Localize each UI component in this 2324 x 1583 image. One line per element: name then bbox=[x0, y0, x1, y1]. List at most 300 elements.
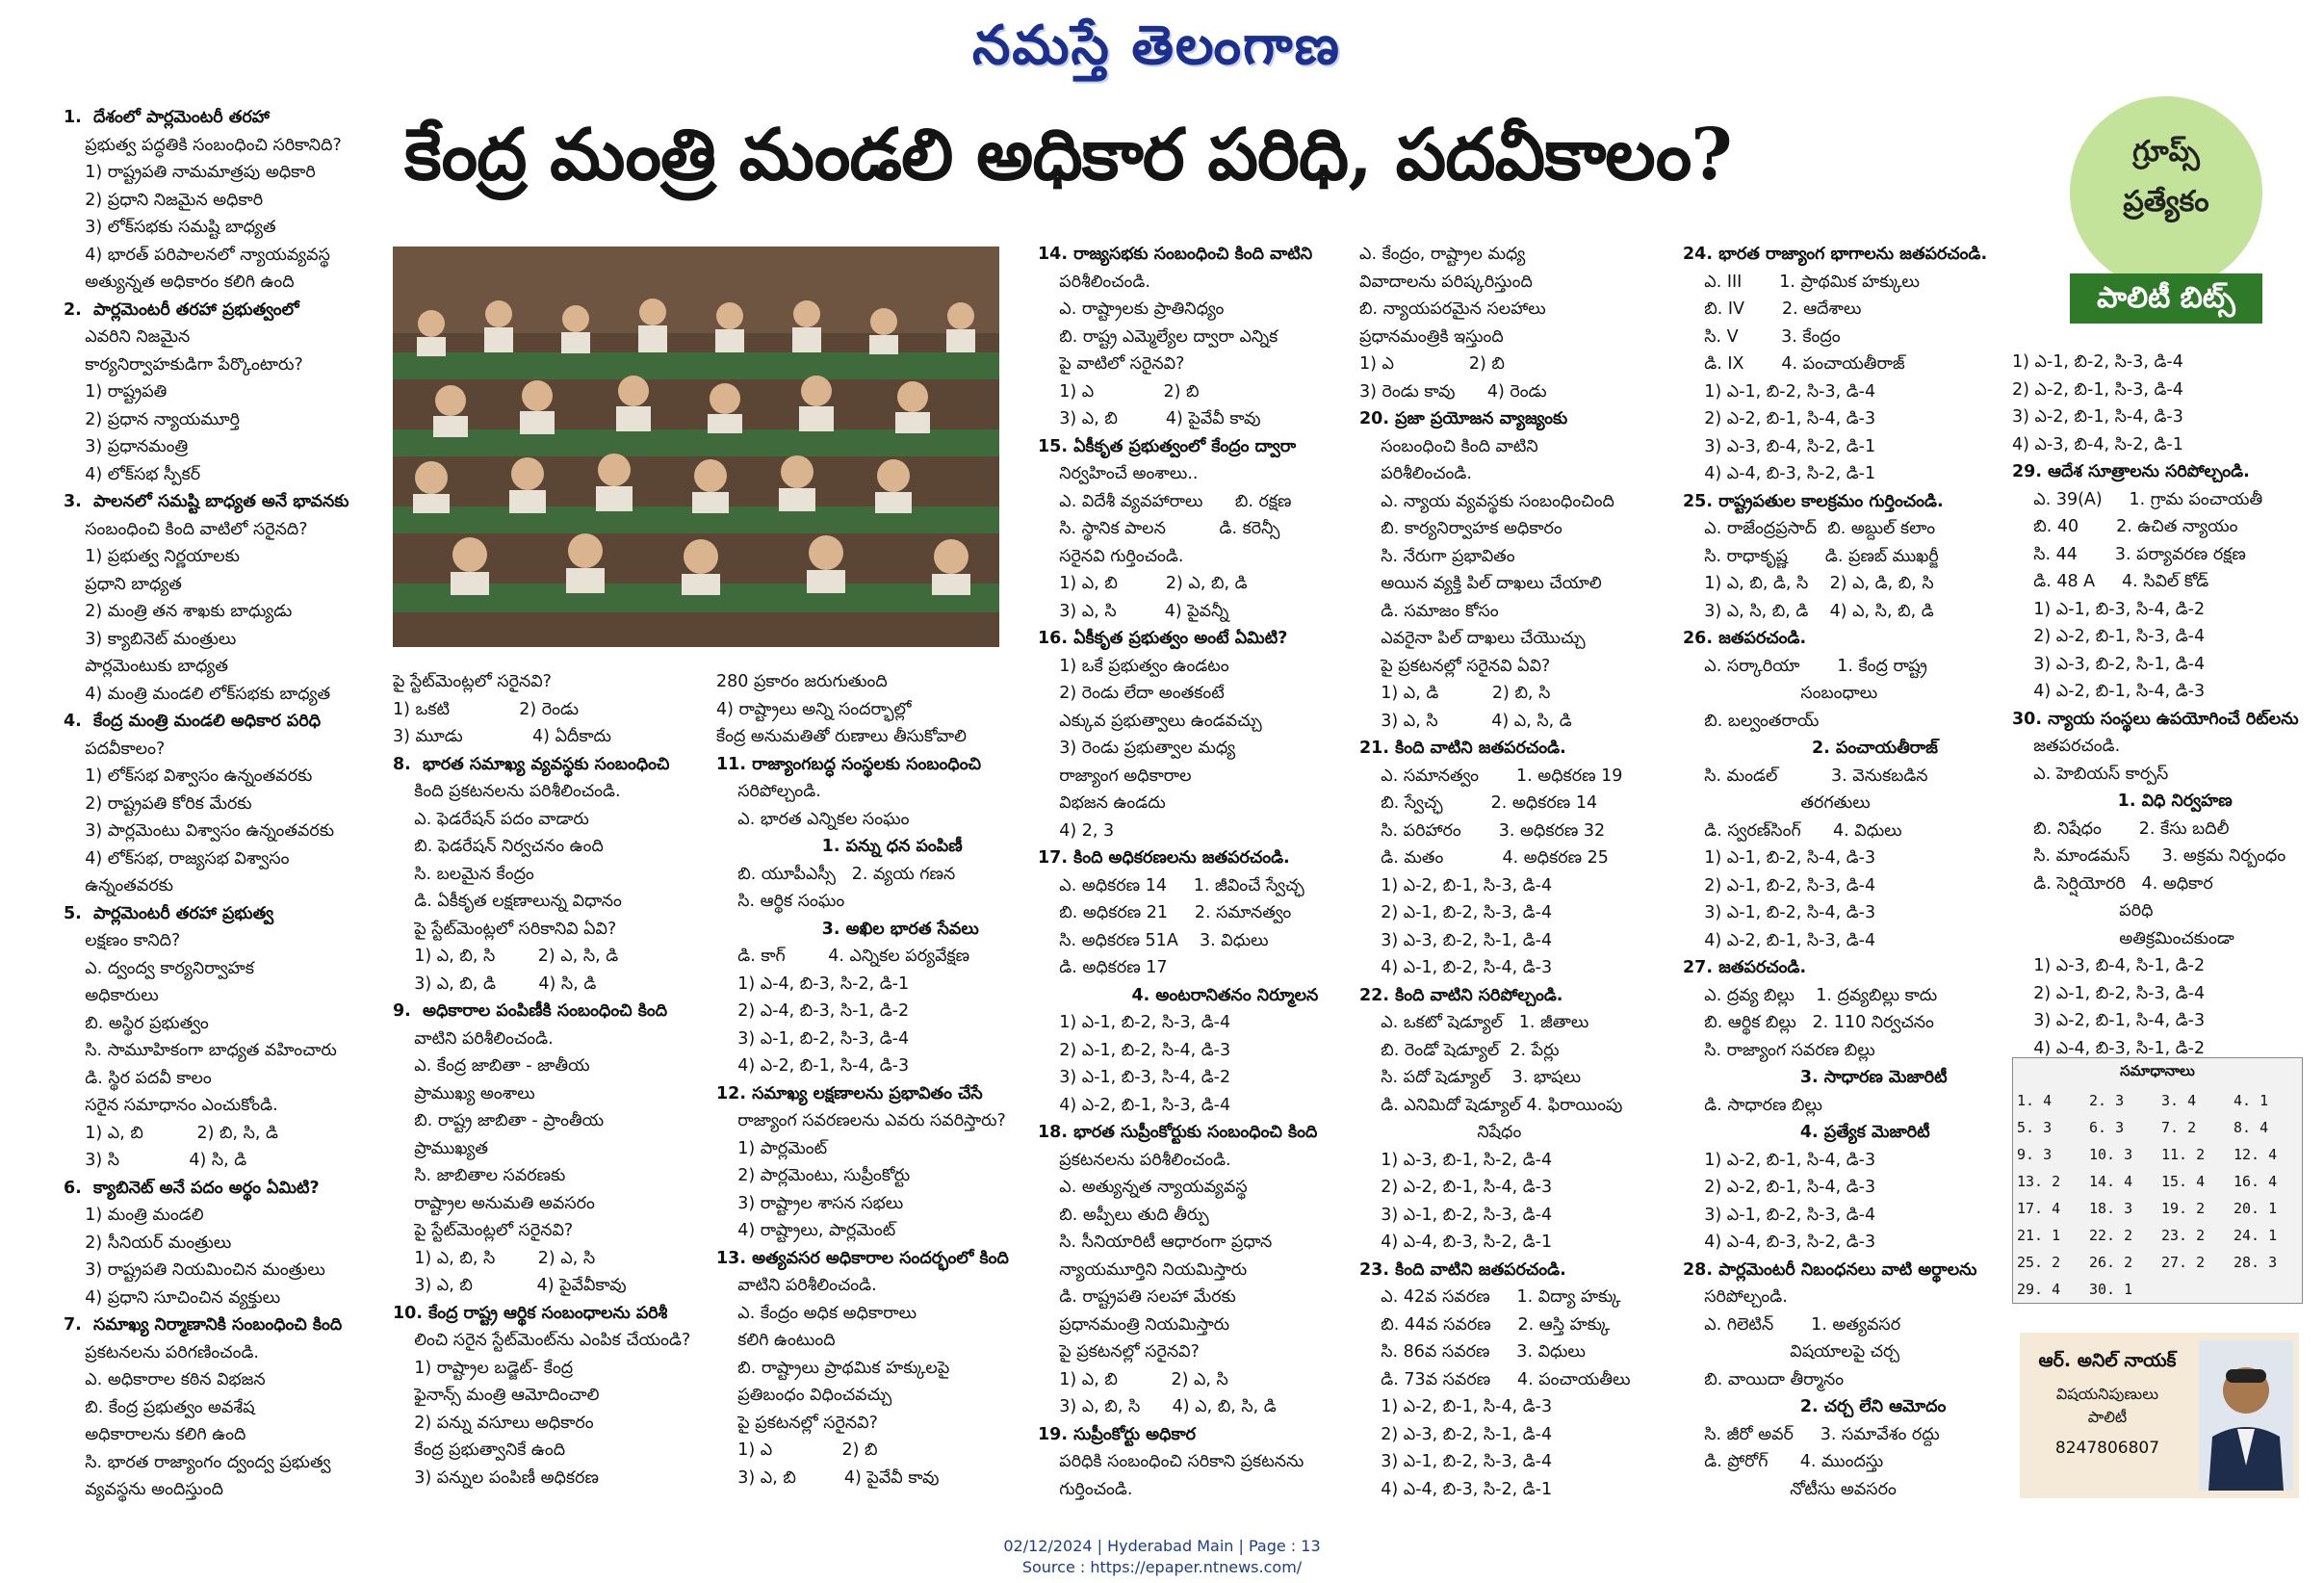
col3-line: 3) ఎ, బి 4) పైవేవీ కావు bbox=[716, 1467, 940, 1488]
col7-line: 2) ఎ-2, బి-1, సి-3, డి-4 bbox=[2012, 379, 2183, 400]
col1-line: లక్షణం కానిది? bbox=[64, 931, 181, 950]
answer-cell: 8. 4 bbox=[2234, 1119, 2269, 1136]
col4-line: డి. అధికరణ 17 bbox=[1038, 958, 1168, 977]
col7-line: డి. సెర్షియోరరి 4. అధికార bbox=[2012, 873, 2213, 894]
col4-line: 4. అంటరానితనం నిర్మూలన bbox=[1038, 985, 1319, 1005]
col6-line: ఎ. సర్కారియా 1. కేంద్ర రాష్ట్ర bbox=[1683, 656, 1927, 676]
col5-line: బి. న్యాయపరమైన సలహాలు bbox=[1359, 299, 1546, 319]
col5-line: సి. నేరుగా ప్రభావితం bbox=[1359, 546, 1515, 566]
badge-strip: పాలిటీ బిట్స్ bbox=[2070, 273, 2262, 324]
col3-line: బి. రాష్ట్రాలు ప్రాథమిక హక్కులపై bbox=[716, 1358, 950, 1378]
col7-line: 30. న్యాయ సంస్థలు ఉపయోగించే రిట్‌లను bbox=[2012, 709, 2299, 729]
col4-line: బి. అధికరణ 21 2. సమానత్వం bbox=[1038, 903, 1292, 922]
col5-line: సి. 86వ సవరణ 3. విధులు bbox=[1359, 1342, 1586, 1362]
col3-line: 1. పన్ను ధన పంపిణీ bbox=[716, 837, 963, 856]
col6-line: 26. జతపరచండి. bbox=[1683, 629, 1807, 648]
col5-line: 4) ఎ-1, బి-2, సి-4, డి-3 bbox=[1359, 958, 1553, 977]
col5-line: నిషేధం bbox=[1359, 1123, 1522, 1142]
col2-line: 3) పన్నుల పంపిణీ అధికరణ bbox=[393, 1467, 599, 1488]
col1-line: 3) పార్లమెంటు విశ్వాసం ఉన్నంతవరకు bbox=[64, 821, 335, 841]
col3-line: ప్రతిబంధం విధించవచ్చు bbox=[716, 1386, 892, 1405]
footer-date-edition: 02/12/2024 | Hyderabad Main | Page : 13 bbox=[1003, 1537, 1321, 1555]
col6-line: 4) ఎ-4, బి-3, సి-2, డి-1 bbox=[1683, 464, 1876, 483]
col2-line: 1) రాష్ట్రాల బడ్జెట్- కేంద్ర bbox=[393, 1358, 574, 1378]
col2-line: సి. జాబితాల సవరణకు bbox=[393, 1166, 566, 1185]
col4-line: ప్రధానమంత్రి నియమిస్తారు bbox=[1038, 1314, 1230, 1335]
col1-line: 6. క్యాబినెట్ అనే పదం అర్థం ఏమిటి? bbox=[64, 1178, 320, 1198]
col7-line: 29. ఆదేశ సూత్రాలను సరిపోల్చండి. bbox=[2012, 462, 2250, 481]
col6-line: బి. వాయిదా తీర్మానం bbox=[1683, 1369, 1845, 1389]
col6-line: 4) ఎ-2, బి-1, సి-3, డి-4 bbox=[1683, 930, 1876, 950]
col1-line: 3) ప్రధానమంత్రి bbox=[64, 437, 189, 456]
col7-line: 3) ఎ-3, బి-2, సి-1, డి-4 bbox=[2012, 654, 2206, 674]
col4-line: 3) ఎ, బి, సి 4) ఎ, బి, సి, డి bbox=[1038, 1397, 1277, 1416]
col1-line: ఉన్నంతవరకు bbox=[64, 876, 173, 895]
author-role bbox=[2026, 1383, 2189, 1429]
parliament-photo bbox=[393, 247, 999, 647]
col5-line: సి. పదో షెడ్యూల్ 3. భాషలు bbox=[1359, 1068, 1582, 1087]
col6-line: 2) ఎ-2, బి-1, సి-4, డి-3 bbox=[1683, 1178, 1876, 1197]
answer-cell: 28. 3 bbox=[2234, 1254, 2278, 1271]
questions-column-4 bbox=[1038, 241, 1344, 1503]
answer-row bbox=[2013, 1168, 2302, 1195]
col6-line: బి. IV 2. ఆదేశాలు bbox=[1683, 299, 1862, 319]
col5-line: 3) ఎ-1, బి-2, సి-3, డి-4 bbox=[1359, 1452, 1553, 1471]
col1-line: 1) రాష్ట్రపతి నామమాత్రపు అధికారి bbox=[64, 163, 316, 182]
column-1-lines bbox=[64, 104, 370, 1504]
col3-line: కేంద్ర అనుమతితో రుణాలు తీసుకోవాలి bbox=[716, 727, 967, 746]
col5-line: ఎ. ఒకటో షెడ్యూల్ 1. జీతాలు bbox=[1359, 1013, 1589, 1032]
answer-key-box bbox=[2012, 1057, 2303, 1304]
col4-line: ఎ. రాష్ట్రాలకు ప్రాతినిధ్యం bbox=[1038, 299, 1225, 319]
col5-line: ఎ. కేంద్రం, రాష్ట్రాల మధ్య bbox=[1359, 245, 1526, 264]
col4-line: పై ప్రకటనల్లో సరైనవి? bbox=[1038, 1342, 1200, 1362]
col5-line: బి. స్వేచ్ఛ 2. అధికరణ 14 bbox=[1359, 793, 1598, 813]
col5-line: 3) ఎ, సి 4) ఎ, సి, డి bbox=[1359, 711, 1572, 731]
col3-line: ఎ. భారత ఎన్నికల సంఘం bbox=[716, 809, 910, 829]
answer-cell: 24. 1 bbox=[2234, 1227, 2278, 1244]
col6-line: సి. రాజ్యాంగ సవరణ బిల్లు bbox=[1683, 1040, 1875, 1060]
col2-line: ప్రాముఖ్య అంశాలు bbox=[393, 1083, 535, 1103]
col3-line: 1) ఎ 2) బి bbox=[716, 1440, 878, 1460]
answer-row bbox=[2013, 1141, 2302, 1168]
col5-line: 3) ఎ-1, బి-2, సి-3, డి-4 bbox=[1359, 1205, 1553, 1225]
answer-row bbox=[2013, 1276, 2302, 1303]
column-2-lines bbox=[393, 668, 699, 1492]
col5-line: 22. కింది వాటిని సరిపోల్చండి. bbox=[1359, 985, 1563, 1005]
col5-line: 1) ఎ 2) బి bbox=[1359, 354, 1505, 374]
col3-line: 11. రాజ్యాంగబద్ధ సంస్థలకు సంబంధించి bbox=[716, 754, 981, 774]
col2-line: బి. ఫెడరేషన్ నిర్వచనం ఉంది bbox=[393, 837, 604, 856]
col1-line: 2) రాష్ట్రపతి కోరిక మేరకు bbox=[64, 793, 252, 814]
answer-row bbox=[2013, 1249, 2302, 1276]
answer-cell: 18. 3 bbox=[2089, 1200, 2133, 1217]
col1-line: 3) సి 4) సి, డి bbox=[64, 1151, 247, 1170]
col5-line: ప్రధానమంత్రికి ఇస్తుంది bbox=[1359, 326, 1504, 347]
col5-line: ఎ. సమానత్వం 1. అధికరణ 19 bbox=[1359, 766, 1623, 786]
col5-line: అయిన వ్యక్తి పిల్ దాఖలు చేయాలి bbox=[1359, 574, 1602, 593]
col2-line: కింది ప్రకటనలను పరిశీలించండి. bbox=[393, 782, 621, 801]
col1-line: ఎ. ద్వంద్వ కార్యనిర్వాహక bbox=[64, 958, 254, 978]
col2-line: 9. అధికారాల పంపిణీకి సంబంధించి కింది bbox=[393, 1001, 668, 1021]
column-4-lines bbox=[1038, 241, 1344, 1503]
answer-cell: 26. 2 bbox=[2089, 1254, 2133, 1271]
col6-line: సంబంధాలు bbox=[1683, 684, 1878, 703]
col4-line: బి. రాష్ట్ర ఎమ్మెల్యేల ద్వారా ఎన్నిక bbox=[1038, 326, 1278, 347]
col4-line: 19. సుప్రీంకోర్టు అధికార bbox=[1038, 1424, 1197, 1444]
answer-cell: 29. 4 bbox=[2017, 1281, 2061, 1298]
col6-line: 25. రాష్ట్రపతుల కాలక్రమం గుర్తించండి. bbox=[1683, 491, 1944, 511]
answer-cell: 14. 4 bbox=[2089, 1173, 2133, 1190]
answer-cell: 23. 2 bbox=[2161, 1227, 2206, 1244]
col1-line: 3) క్యాబినెట్ మంత్రులు bbox=[64, 629, 237, 649]
answer-cell bbox=[2230, 1276, 2302, 1303]
col4-line: నిర్వహించే అంశాలు.. bbox=[1038, 464, 1199, 483]
col1-line: డి. స్థిర పదవీ కాలం bbox=[64, 1068, 212, 1088]
col3-line: 3) ఎ-1, బి-2, సి-3, డి-4 bbox=[716, 1028, 910, 1049]
col6-line: ఎ. రాజేంద్రప్రసాద్ బి. అబ్దుల్ కలాం bbox=[1683, 519, 1936, 538]
col7-line: 3) ఎ-2, బి-1, సి-4, డి-3 bbox=[2012, 1011, 2206, 1030]
col2-line: బి. రాష్ట్ర జాబితా - ప్రాంతీయ bbox=[393, 1111, 605, 1130]
article-headline: కేంద్ర మంత్రి మండలి అధికార పరిధి, పదవీకాలం? bbox=[404, 114, 1732, 196]
col6-line: 2. చర్చ లేని ఆమోదం bbox=[1683, 1397, 1947, 1416]
col7-line: బి. 40 2. ఉచిత న్యాయం bbox=[2012, 517, 2238, 536]
col4-line: 14. రాజ్యసభకు సంబంధించి కింది వాటిని bbox=[1038, 245, 1313, 264]
col7-line: 4) ఎ-4, బి-3, సి-1, డి-2 bbox=[2012, 1038, 2206, 1058]
col2-line: ఎ. కేంద్ర జాబితా - జాతీయ bbox=[393, 1056, 590, 1076]
col7-line: ఎ. 39(A) 1. గ్రామ పంచాయతీ bbox=[2012, 489, 2263, 509]
col3-line: పై ప్రకటనల్లో సరైనవి? bbox=[716, 1413, 878, 1433]
col6-line: తరగతులు bbox=[1683, 793, 1871, 813]
col1-line: పార్లమెంటుకు బాధ్యత bbox=[64, 657, 228, 676]
answer-cell: 5. 3 bbox=[2017, 1119, 2053, 1136]
col1-line: 7. సమాఖ్య నిర్మాణానికి సంబంధించి కింది bbox=[64, 1315, 343, 1335]
col4-line: సి. సీనియారిటీ ఆధారంగా ప్రధాన bbox=[1038, 1233, 1273, 1252]
col5-line: 2) ఎ-1, బి-2, సి-3, డి-4 bbox=[1359, 903, 1553, 922]
col7-line: ఎ. హెబియస్ కార్పస్ bbox=[2012, 764, 2169, 784]
col4-line: 2) రెండు లేదా అంతకంటే bbox=[1038, 684, 1225, 703]
col1-line: 3) లోక్‌సభకు సమష్టి బాధ్యత bbox=[64, 218, 276, 237]
col4-line: సి. స్థానిక పాలన డి. కరెన్సీ bbox=[1038, 519, 1280, 538]
col6-line: 2) ఎ-1, బి-2, సి-3, డి-4 bbox=[1683, 875, 1876, 895]
col4-line: రాజ్యాంగ అధికారాల bbox=[1038, 766, 1192, 786]
col6-line: 1) ఎ-1, బి-2, సి-4, డి-3 bbox=[1683, 848, 1876, 868]
col5-line: 1) ఎ-3, బి-1, సి-2, డి-4 bbox=[1359, 1150, 1553, 1170]
col3-line: 4) రాష్ట్రాలు, పార్లమెంట్ bbox=[716, 1221, 896, 1240]
col4-line: 1) ఎ-1, బి-2, సి-3, డి-4 bbox=[1038, 1013, 1231, 1032]
col2-line: 3) మూడు 4) ఏదీకాదు bbox=[393, 727, 611, 746]
col5-line: డి. 73వ సవరణ 4. పంచాయతీలు bbox=[1359, 1369, 1631, 1389]
col1-line: 3) రాష్ట్రపతి నియమించిన మంత్రులు bbox=[64, 1260, 325, 1280]
col6-line: బి. బల్వంతరాయ్ bbox=[1683, 711, 1820, 731]
questions-column-1 bbox=[64, 104, 370, 1504]
col1-line: 1) మంత్రి మండలి bbox=[64, 1206, 204, 1225]
answer-cell: 25. 2 bbox=[2017, 1254, 2061, 1271]
col7-line: అతిక్రమించకుండా bbox=[2012, 928, 2234, 948]
col3-line: 12. సమాఖ్య లక్షణాలను ప్రభావితం చేసే bbox=[716, 1083, 983, 1103]
col7-line: 1) ఎ-1, బి-3, సి-4, డి-2 bbox=[2012, 599, 2206, 619]
col1-line: 5. పార్లమెంటరీ తరహా ప్రభుత్వ bbox=[64, 903, 274, 923]
col2-line: ప్రాముఖ్యత bbox=[393, 1138, 488, 1158]
col4-line: 1) ఎ, బి 2) ఎ, సి bbox=[1038, 1369, 1228, 1389]
col4-line: 17. కింది అధికరణలను జతపరచండి. bbox=[1038, 848, 1290, 868]
col4-line: 3) ఎ, సి 4) పైవన్నీ bbox=[1038, 601, 1229, 621]
col6-line: 28. పార్లమెంటరీ నిబంధనలు వాటి అర్థాలను bbox=[1683, 1259, 1977, 1280]
col4-line: సి. అధికరణ 51A 3. విధులు bbox=[1038, 930, 1269, 950]
col5-line: 1) ఎ-2, బి-1, సి-4, డి-3 bbox=[1359, 1397, 1553, 1416]
col4-line: గుర్తించండి. bbox=[1038, 1479, 1133, 1499]
col5-line: 20. ప్రజా ప్రయోజన వ్యాజ్యంకు bbox=[1359, 409, 1568, 428]
col6-line: ఎ. గిలెటిన్ 1. అత్యవసర bbox=[1683, 1314, 1901, 1335]
questions-column-2 bbox=[393, 668, 699, 1492]
col7-line: 1) ఎ-1, బి-2, సి-3, డి-4 bbox=[2012, 352, 2183, 372]
col6-line: డి. సాధారణ బిల్లు bbox=[1683, 1095, 1822, 1115]
author-role-line-2: పాలిటీ bbox=[2087, 1408, 2128, 1426]
col3-line: బి. యూపీఎస్సీ 2. వ్యయ గణన bbox=[716, 864, 956, 884]
col2-line: డి. ఏకీకృత లక్షణాలున్న విధానం bbox=[393, 892, 622, 911]
col1-line: 2. పార్లమెంటరీ తరహా ప్రభుత్వంలో bbox=[64, 299, 299, 320]
col2-line: పై స్టేట్‌మెంట్లలో సరైనవి? bbox=[393, 672, 552, 691]
col6-line: 2) ఎ-2, బి-1, సి-4, డి-3 bbox=[1683, 409, 1876, 428]
col6-line: 4. ప్రత్యేక మెజారిటీ bbox=[1683, 1123, 1930, 1142]
answer-row bbox=[2013, 1087, 2302, 1114]
col4-line: 18. భారత సుప్రీంకోర్టుకు సంబంధించి కింది bbox=[1038, 1123, 1318, 1142]
col4-line: డి. రాష్ట్రపతి సలహా మేరకు bbox=[1038, 1287, 1236, 1307]
col6-line: 3. సాధారణ మెజారిటీ bbox=[1683, 1068, 1948, 1087]
col5-line: ఎ. 42వ సవరణ 1. విద్యా హక్కు bbox=[1359, 1287, 1621, 1307]
col5-line: 3) రెండు కావు 4) రెండు bbox=[1359, 381, 1547, 402]
col1-line: 1) రాష్ట్రపతి bbox=[64, 382, 168, 402]
col7-line: 1. విధి నిర్వహణ bbox=[2012, 792, 2233, 811]
col7-line: 4) ఎ-3, బి-4, సి-2, డి-1 bbox=[2012, 434, 2183, 454]
col1-line: 1) ప్రభుత్వ నిర్ణయాలకు bbox=[64, 547, 240, 566]
col4-line: పరిశీలించండి. bbox=[1038, 272, 1150, 292]
col5-line: పరిశీలించండి. bbox=[1359, 464, 1472, 483]
col1-line: బి. అస్థిర ప్రభుత్వం bbox=[64, 1013, 209, 1033]
col1-line: 1. దేశంలో పార్లమెంటరీ తరహా bbox=[64, 108, 270, 127]
badge-line-2: ప్రత్యేకం bbox=[2123, 185, 2209, 219]
col6-line: సి. రాధాకృష్ణ డి. ప్రణబ్ ముఖర్జీ bbox=[1683, 546, 1939, 566]
answer-cell: 4. 1 bbox=[2234, 1092, 2269, 1109]
answer-row bbox=[2013, 1222, 2302, 1249]
col4-line: 1) ఎ 2) బి bbox=[1038, 381, 1200, 402]
col1-line: ప్రకటనలను పరిగణించండి. bbox=[64, 1342, 259, 1362]
col1-line: అత్యున్నత అధికారం కలిగి ఉంది bbox=[64, 272, 295, 292]
col1-line: బి. కేంద్ర ప్రభుత్వం అవశేష bbox=[64, 1397, 255, 1417]
col2-line: 1) ఎ, బి, సి 2) ఎ, సి, డి bbox=[393, 947, 619, 966]
answer-cell: 9. 3 bbox=[2017, 1146, 2053, 1163]
col6-line: 3) ఎ, సి, బి, డి 4) ఎ, సి, బి, డి bbox=[1683, 601, 1934, 621]
col6-line: సరిపోల్చండి. bbox=[1683, 1287, 1788, 1307]
col4-line: 3) ఎ, బి 4) పైవేవీ కావు bbox=[1038, 409, 1261, 428]
col2-line: కేంద్ర ప్రభుత్వానికే ఉంది bbox=[393, 1440, 566, 1460]
column-3-lines bbox=[716, 668, 1022, 1492]
answer-cell: 10. 3 bbox=[2089, 1146, 2133, 1163]
footer-source: Source : https://epaper.ntnews.com/ bbox=[1021, 1558, 1303, 1576]
col3-line: 2) పార్లమెంటు, సుప్రీంకోర్టు bbox=[716, 1166, 911, 1185]
col5-line: 23. కింది వాటిని జతపరచండి. bbox=[1359, 1259, 1566, 1280]
col4-line: బి. అప్పీలు తుది తీర్పు bbox=[1038, 1205, 1209, 1225]
col5-line: 3) ఎ-3, బి-2, సి-1, డి-4 bbox=[1359, 930, 1553, 950]
answer-cell: 7. 2 bbox=[2161, 1119, 2197, 1136]
col5-line: డి. సమాజం కోసం bbox=[1359, 601, 1499, 621]
questions-column-7 bbox=[2012, 349, 2311, 1062]
col1-line: 4) మంత్రి మండలి లోక్‌సభకు బాధ్యత bbox=[64, 684, 331, 704]
col6-line: 3) ఎ-3, బి-4, సి-2, డి-1 bbox=[1683, 436, 1876, 456]
col1-line: ప్రధాని బాధ్యత bbox=[64, 574, 182, 594]
col7-line: 4) ఎ-2, బి-1, సి-4, డి-3 bbox=[2012, 682, 2206, 701]
col4-line: విభజన ఉండదు bbox=[1038, 793, 1166, 813]
answer-cell: 17. 4 bbox=[2017, 1200, 2061, 1217]
col3-line: 4) రాష్ట్రాలు అన్ని సందర్భాల్లో bbox=[716, 699, 912, 719]
col1-line: వ్యవస్థను అందిస్తుంది bbox=[64, 1480, 223, 1499]
col7-line: 3) ఎ-2, బి-1, సి-4, డి-3 bbox=[2012, 407, 2183, 427]
col5-line: బి. 44వ సవరణ 2. ఆస్తి హక్కు bbox=[1359, 1314, 1611, 1335]
col6-line: సి. మండల్ 3. వెనుకబడిన bbox=[1683, 766, 1928, 786]
answer-cell: 30. 1 bbox=[2089, 1281, 2133, 1298]
col6-line: సి. జీరో అవర్ 3. సమావేశం రద్దు bbox=[1683, 1424, 1940, 1444]
col4-line: 15. ఏకీకృత ప్రభుత్వంలో కేంద్రం ద్వారా bbox=[1038, 436, 1297, 456]
answer-cell: 27. 2 bbox=[2161, 1254, 2206, 1271]
col5-line: 21. కింది వాటిని జతపరచండి. bbox=[1359, 739, 1566, 758]
col5-line: సి. పరిహారం 3. అధికరణ 32 bbox=[1359, 820, 1606, 841]
answer-cell: 6. 3 bbox=[2089, 1119, 2125, 1136]
col6-line: సి. V 3. కేంద్రం bbox=[1683, 326, 1841, 347]
col4-line: సరైనవి గుర్తించండి. bbox=[1038, 546, 1184, 566]
col2-line: 1) ఎ, బి, సి 2) ఎ, సి bbox=[393, 1248, 596, 1268]
col2-line: 1) ఒకటి 2) రెండు bbox=[393, 699, 580, 719]
col4-line: 4) ఎ-2, బి-1, సి-3, డి-4 bbox=[1038, 1095, 1231, 1115]
col4-line: ఎ. అత్యున్నత న్యాయవ్యవస్థ bbox=[1038, 1178, 1248, 1197]
col6-line: డి. ప్రోరోగ్ 4. ముందస్తు bbox=[1683, 1452, 1884, 1471]
col1-line: 4) లోక్‌సభ, రాజ్యసభ విశ్వాసం bbox=[64, 848, 290, 869]
col1-line: ఎ. అధికారాల కఠిన విభజన bbox=[64, 1370, 266, 1389]
col7-line: బి. నిషేధం 2. కేసు బదిలీ bbox=[2012, 818, 2230, 839]
answer-cell: 20. 1 bbox=[2234, 1200, 2278, 1217]
col2-line: 8. భారత సమాఖ్య వ్యవస్థకు సంబంధించి bbox=[393, 754, 670, 774]
answer-cell: 11. 2 bbox=[2161, 1146, 2206, 1163]
col3-line: రాజ్యాంగ సవరణలను ఎవరు సవరిస్తారు? bbox=[716, 1111, 1006, 1130]
col4-line: 1) ఎ, బి 2) ఎ, బి, డి bbox=[1038, 574, 1248, 593]
col2-line: వాటిని పరిశీలించండి. bbox=[393, 1028, 554, 1049]
col2-line: 2) పన్ను వసూలు అధికారం bbox=[393, 1413, 594, 1433]
col4-line: ఎ. విదేశీ వ్యవహారాలు బి. రక్షణ bbox=[1038, 491, 1292, 511]
answer-cell: 12. 4 bbox=[2234, 1146, 2278, 1163]
col1-line: ప్రభుత్వ పద్ధతికి సంబంధించి సరికానిది? bbox=[64, 135, 342, 155]
col6-line: బి. ఆర్థిక బిల్లు 2. 110 నిర్వచనం bbox=[1683, 1013, 1934, 1032]
col2-line: సి. బలమైన కేంద్రం bbox=[393, 864, 534, 884]
col2-line: 10. కేంద్ర రాష్ట్ర ఆర్థిక సంబంధాలను పరిశీ bbox=[393, 1303, 668, 1323]
answer-cell: 21. 1 bbox=[2017, 1227, 2061, 1244]
answer-cell: 13. 2 bbox=[2017, 1173, 2061, 1190]
col3-line: 4) ఎ-2, బి-1, సి-4, డి-3 bbox=[716, 1056, 910, 1076]
col5-line: డి. మతం 4. అధికరణ 25 bbox=[1359, 848, 1609, 868]
col1-line: 2) మంత్రి తన శాఖకు బాధ్యుడు bbox=[64, 602, 293, 621]
answer-cell: 2. 3 bbox=[2089, 1092, 2125, 1109]
col7-line: సి. మాండమస్ 3. అక్రమ నిర్బంధం bbox=[2012, 846, 2286, 866]
author-role-line-1: విషయనిపుణులు bbox=[2055, 1385, 2159, 1403]
col1-line: 1) ఎ, బి 2) బి, సి, డి bbox=[64, 1123, 278, 1143]
col2-line: పై స్టేట్‌మెంట్లలో సరికానివి ఏవి? bbox=[393, 919, 617, 939]
col3-line: 1) ఎ-4, బి-3, సి-2, డి-1 bbox=[716, 973, 910, 994]
col4-line: న్యాయమూర్తిని నియమిస్తారు bbox=[1038, 1259, 1248, 1280]
answer-cell bbox=[2157, 1276, 2230, 1303]
col2-line: ఎ. ఫెడరేషన్ పదం వాడారు bbox=[393, 809, 589, 829]
col2-line: 3) ఎ, బి, డి 4) సి, డి bbox=[393, 973, 597, 994]
col4-line: పరిధికి సంబంధించి సరికాని ప్రకటనను bbox=[1038, 1452, 1304, 1471]
col6-line: నోటీసు అవసరం bbox=[1683, 1479, 1897, 1499]
col6-line: 3) ఎ-1, బి-2, సి-4, డి-3 bbox=[1683, 903, 1876, 922]
newspaper-masthead: నమస్తే తెలంగాణ bbox=[972, 13, 1341, 77]
col1-line: సంబంధించి కింది వాటిలో సరైనది? bbox=[64, 519, 308, 539]
col4-line: 16. ఏకీకృత ప్రభుత్వం అంటే ఏమిటి? bbox=[1038, 629, 1288, 648]
col4-line: 2) ఎ-1, బి-2, సి-4, డి-3 bbox=[1038, 1040, 1231, 1060]
col5-line: సంబంధించి కింది వాటిని bbox=[1359, 436, 1538, 456]
col5-line: వివాదాలను పరిష్కరిస్తుంది bbox=[1359, 272, 1533, 292]
col5-line: ఎ. న్యాయ వ్యవస్థకు సంబంధించింది bbox=[1359, 491, 1614, 511]
col4-line: 3) ఎ-1, బి-3, సి-4, డి-2 bbox=[1038, 1068, 1231, 1087]
col3-line: 2) ఎ-4, బి-3, సి-1, డి-2 bbox=[716, 1001, 910, 1021]
col6-line: 1) ఎ-1, బి-2, సి-3, డి-4 bbox=[1683, 381, 1876, 402]
col6-line: 24. భారత రాజ్యాంగ భాగాలను జతపరచండి. bbox=[1683, 245, 1988, 264]
col3-line: డి. కాగ్ 4. ఎన్నికల పర్యవేక్షణ bbox=[716, 947, 970, 966]
col1-line: అధికారాలను కలిగి ఉంది bbox=[64, 1425, 246, 1444]
author-phone: 8247806807 bbox=[2054, 1439, 2160, 1458]
col4-line: ఎ. అధికరణ 14 1. జీవించే స్వేచ్ఛ bbox=[1038, 875, 1304, 895]
col5-line: ఎవరైనా పిల్ దాఖలు చేయొచ్చు bbox=[1359, 629, 1586, 648]
col6-line: 27. జతపరచండి. bbox=[1683, 958, 1807, 977]
col1-line: సి. భారత రాజ్యాంగం ద్వంద్వ ప్రభుత్వ bbox=[64, 1452, 331, 1472]
col1-line: 2) ప్రధాన న్యాయమూర్తి bbox=[64, 409, 241, 429]
col6-line: విషయాలపై చర్చ bbox=[1683, 1342, 1900, 1362]
col7-line: డి. 48 A 4. సివిల్ కోడ్ bbox=[2012, 572, 2209, 591]
col4-line: ప్రకటనలను పరిశీలించండి. bbox=[1038, 1150, 1231, 1170]
col4-line: పై వాటిలో సరైనవి? bbox=[1038, 354, 1185, 374]
col1-line: అధికారులు bbox=[64, 986, 159, 1005]
col4-line: 4) 2, 3 bbox=[1038, 820, 1115, 841]
col7-line: సి. 44 3. పర్యావరణ రక్షణ bbox=[2012, 544, 2246, 564]
col1-line: కార్యనిర్వాహకుడిగా పేర్కొంటారు? bbox=[64, 354, 303, 375]
col6-line: ఎ. ద్రవ్య బిల్లు 1. ద్రవ్యబిల్లు కాదు bbox=[1683, 985, 1938, 1005]
answer-key-title: సమాధానాలు bbox=[2120, 1062, 2195, 1079]
column-7-lines bbox=[2012, 349, 2311, 1062]
col6-line: ఎ. III 1. ప్రాథమిక హక్కులు bbox=[1683, 272, 1920, 292]
col5-line: 4) ఎ-4, బి-3, సి-2, డి-1 bbox=[1359, 1479, 1553, 1499]
answer-cell: 3. 4 bbox=[2161, 1092, 2197, 1109]
col5-line: 1) ఎ, డి 2) బి, సి bbox=[1359, 684, 1551, 703]
author-name: ఆర్. అనిల్ నాయక్ bbox=[2038, 1350, 2177, 1371]
col3-line: సరిపోల్చండి. bbox=[716, 782, 821, 801]
col4-line: 3) రెండు ప్రభుత్వాల మధ్య bbox=[1038, 739, 1236, 758]
col1-line: 3. పాలనలో సమష్టి బాధ్యత అనే భావనకు bbox=[64, 492, 349, 511]
col5-line: 2) ఎ-2, బి-1, సి-4, డి-3 bbox=[1359, 1178, 1553, 1197]
column-6-lines bbox=[1683, 241, 1991, 1503]
col2-line: ఫైనాన్స్ మంత్రి ఆమోదించాలి bbox=[393, 1386, 600, 1405]
col3-line: 13. అత్యవసర అధికారాల సందర్భంలో కింది bbox=[716, 1248, 1009, 1268]
col7-line: పరిధి bbox=[2012, 901, 2154, 921]
answer-cell: 22. 2 bbox=[2089, 1227, 2133, 1244]
col3-line: 3. అఖిల భారత సేవలు bbox=[716, 919, 979, 939]
author-photo bbox=[2199, 1340, 2293, 1491]
groups-special-badge bbox=[2070, 96, 2262, 327]
answer-cell: 19. 2 bbox=[2161, 1200, 2206, 1217]
col6-line: డి. IX 4. పంచాయతీరాజ్ bbox=[1683, 354, 1905, 374]
col3-line: 1) పార్లమెంట్ bbox=[716, 1138, 828, 1158]
col3-line: 3) రాష్ట్రాల శాసన సభలు bbox=[716, 1193, 904, 1213]
answer-cell: 1. 4 bbox=[2017, 1092, 2053, 1109]
col5-line: బి. కార్యనిర్వాహక అధికారం bbox=[1359, 519, 1562, 538]
col2-line: 3) ఎ, బి 4) పైవేవీకావు bbox=[393, 1276, 627, 1295]
